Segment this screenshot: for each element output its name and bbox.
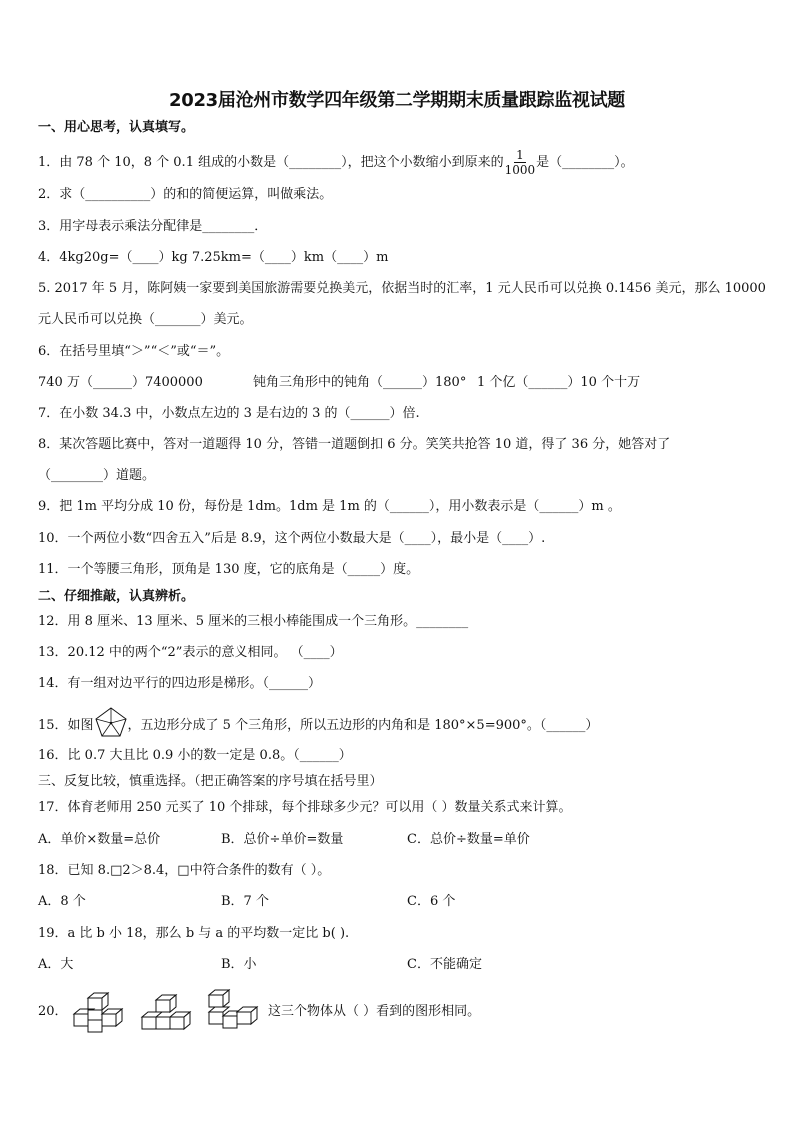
page-title: 2023届沧州市数学四年级第二学期期末质量跟踪监视试题 — [169, 90, 625, 111]
question-1-text-b: 是（________）。 — [536, 155, 634, 170]
question-16: 16．比 0.7 大且比 0.9 小的数一定是 0.8。（______） — [38, 748, 352, 763]
question-6-item-b: 钝角三角形中的钝角（______）180° — [253, 375, 467, 390]
question-9: 9．把 1m 平均分成 10 份，每份是 1dm。1dm 是 1m 的（______），用小数表示是（______）m 。 — [38, 499, 621, 514]
question-19-option-c: C．不能确定 — [407, 957, 482, 972]
question-3: 3．用字母表示乘法分配律是________． — [38, 219, 268, 234]
fraction-denominator: 1000 — [504, 163, 536, 177]
question-8-line-2: （________）道题。 — [38, 468, 156, 483]
question-2: 2．求（__________）的和的简便运算，叫做乘法。 — [38, 187, 333, 202]
question-18-option-c: C．6 个 — [407, 894, 456, 909]
question-6-item-a: 740 万（______）7400000 — [38, 375, 203, 390]
question-15 — [38, 706, 598, 745]
question-12: 12．用 8 厘米、13 厘米、5 厘米的三根小棒能围成一个三角形。________ — [38, 614, 469, 629]
cube-figure-3 — [207, 988, 265, 1038]
question-6-item-c: 1 个亿（______）10 个十万 — [477, 375, 641, 390]
section-heading-2: 二、仔细推敲，认真辨析。 — [38, 589, 195, 604]
question-1 — [38, 148, 634, 177]
fraction-one-thousandth — [505, 148, 536, 177]
question-6: 6．在括号里填“＞”“＜”或“＝”。 — [38, 344, 230, 359]
question-17-option-c: C．总价÷数量=单价 — [407, 832, 530, 847]
question-5-line-1: 5. 2017 年 5 月，陈阿姨一家要到美国旅游需要兑换美元，依据当时的汇率，1 元人民币可以兑换 0.1456 美元，那么 10000 — [38, 281, 766, 296]
question-18-option-a: A．8 个 — [38, 894, 86, 909]
section-heading-3: 三、反复比较，慎重选择。（把正确答案的序号填在括号里） — [38, 774, 383, 789]
question-19: 19．a 比 b 小 18，那么 b 与 a 的平均数一定比 b( ). — [38, 926, 350, 941]
question-18: 18．已知 8.□2＞8.4，□中符合条件的数有（ ）。 — [38, 863, 331, 878]
question-20-number: 20． — [38, 1004, 68, 1019]
cube-figure-2 — [140, 992, 196, 1038]
question-17: 17．体育老师用 250 元买了 10 个排球，每个排球多少元？可以用（ ）数量关系式来计算。 — [38, 800, 572, 815]
cube-figure-1 — [72, 992, 128, 1038]
question-17-option-a: A．单价×数量=总价 — [38, 832, 161, 847]
question-19-option-a: A．大 — [38, 957, 74, 972]
pentagon-figure — [94, 706, 128, 745]
question-19-option-b: B．小 — [221, 957, 257, 972]
question-14: 14．有一组对边平行的四边形是梯形。（______） — [38, 676, 322, 691]
question-7: 7．在小数 34.3 中，小数点左边的 3 是右边的 3 的（______）倍. — [38, 406, 420, 421]
section-heading-1: 一、用心思考，认真填写。 — [38, 120, 195, 135]
question-18-option-b: B．7 个 — [221, 894, 269, 909]
question-1-text-a: 1．由 78 个 10，8 个 0.1 组成的小数是（________），把这个小数缩小到原来的 — [38, 155, 504, 170]
question-4: 4．4kg20g=（____）kg 7.25km=（____）km（____）m — [38, 250, 389, 265]
question-8-line-1: 8．某次答题比赛中，答对一道题得 10 分，答错一道题倒扣 6 分。笑笑共抢答 10 道，得了 36 分，她答对了 — [38, 437, 671, 452]
question-11: 11．一个等腰三角形，顶角是 130 度，它的底角是（_____）度。 — [38, 562, 420, 577]
question-10: 10．一个两位小数“四舍五入”后是 8.9，这个两位小数最大是（____），最小是（____）. — [38, 531, 546, 546]
question-13: 13．20.12 中的两个“2”表示的意义相同。 （____） — [38, 645, 343, 660]
question-5-line-2: 元人民币可以兑换（_______）美元。 — [38, 312, 253, 327]
question-20-text: 这三个物体从（ ）看到的图形相同。 — [268, 1004, 481, 1019]
question-17-option-b: B．总价÷单价=数量 — [221, 832, 344, 847]
fraction-numerator: 1 — [516, 148, 524, 162]
question-15-text-a: 15．如图 — [38, 718, 94, 733]
question-15-text-b: ，五边形分成了 5 个三角形，所以五边形的内角和是 180°×5=900°。（______） — [127, 718, 599, 733]
